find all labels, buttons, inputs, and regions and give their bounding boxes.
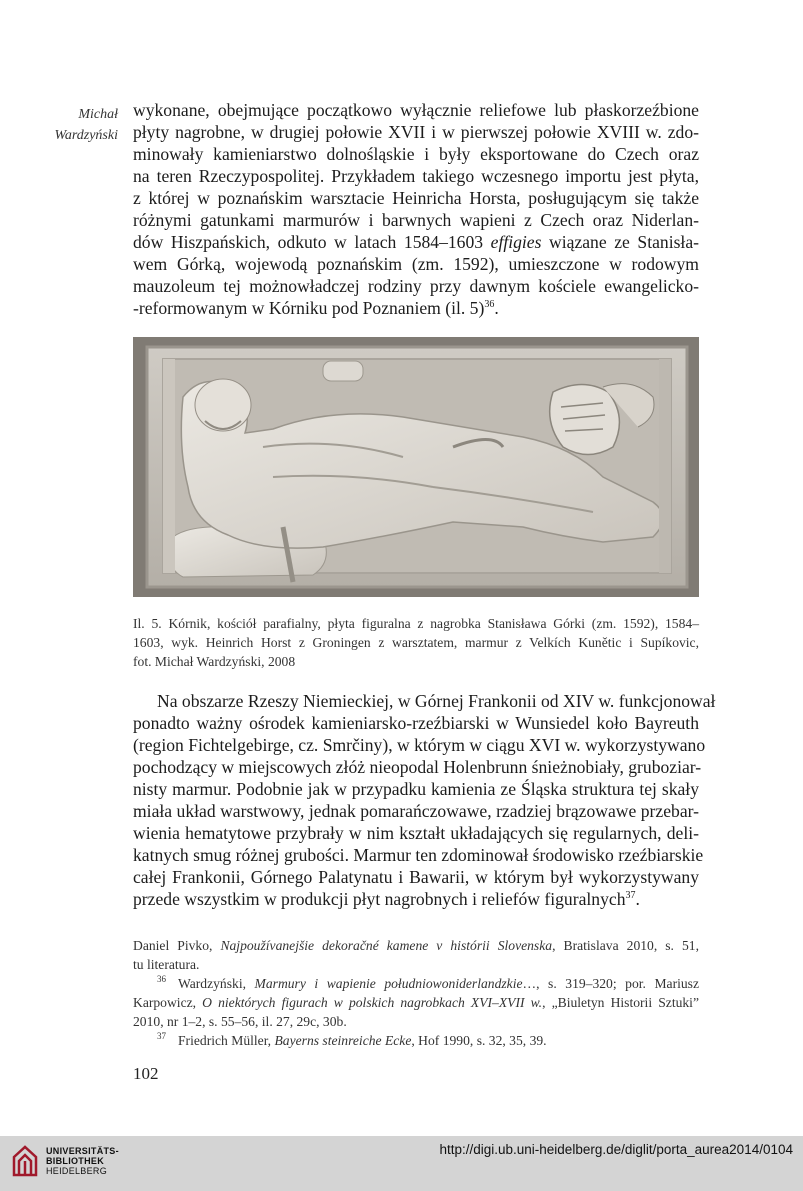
citation-title: Najpoužívanejšie dekoračné kamene v histórii Slovenska <box>220 938 553 953</box>
text-fragment: , „Biuletyn Historii Sztuki” <box>542 995 699 1010</box>
author-first-name: Michał <box>78 107 118 122</box>
footnote-ref-36[interactable]: 36 <box>484 299 495 311</box>
text-fragment: . <box>635 889 640 909</box>
text-line: (region Fichtelgebirge, cz. Smrčiny), w którym w ciągu XVI w. wykorzystywano <box>133 735 706 755</box>
text-line: miała układ warstwowy, jednak pomarańczowawe, rzadziej brązowawe przebar- <box>133 801 699 821</box>
text-line: na teren Rzeczypospolitej. Przykładem takiego wczesnego importu jest płyta, <box>133 166 699 186</box>
source-url-link[interactable]: http://digi.ub.uni-heidelberg.de/diglit/porta_aurea2014/0104 <box>439 1142 793 1157</box>
text-fragment: wiązane ze Stanisła- <box>541 232 699 252</box>
footnote-continued <box>133 936 699 955</box>
text-line: różnymi gatunkami marmurów i barwnych wapieni z Czech oraz Niderlan- <box>133 210 699 230</box>
footnote-36 <box>133 993 699 1012</box>
text-line: katnych smug różnej grubości. Marmur ten zdominował środowisko rzeźbiarskie <box>133 845 704 865</box>
caption-line: 1603, wyk. Heinrich Horst z Groningen z warsztatem, marmur z Velkích Kunětic i Supíkovic, <box>133 635 699 650</box>
text-fragment: Friedrich Müller, <box>178 1033 275 1048</box>
library-name <box>46 1146 119 1176</box>
text-fragment: , Hof 1990, s. 32, 35, 39. <box>411 1033 547 1048</box>
text-fragment: , Bratislava 2010, s. 51, <box>552 938 699 953</box>
text-line: wem Górką, wojewodą poznańskim (zm. 1592), umieszczone w rodowym <box>133 254 699 274</box>
paragraph-1 <box>133 99 699 319</box>
footnote-number: 36 <box>157 974 166 985</box>
page-number: 102 <box>133 1064 159 1083</box>
citation-title: O niektórych figurach w polskich nagrobkach XVI–XVII w. <box>202 995 543 1010</box>
footnote-36: 2010, nr 1–2, s. 55–56, il. 27, 29c, 30b. <box>133 1014 347 1029</box>
library-footer <box>0 1136 803 1191</box>
library-name-line: BIBLIOTHEK <box>46 1156 104 1166</box>
text-line: pochodzący w miejscowych złóż nieopodal Holenbrunn śnieżnobiały, gruboziar- <box>133 757 702 777</box>
footnotes <box>133 936 699 1050</box>
text-fragment: . <box>494 298 499 318</box>
effigy-photo <box>133 337 699 597</box>
paragraph-2 <box>133 690 716 910</box>
margin-author <box>20 104 118 146</box>
text-line: wykonane, obejmujące początkowo wyłącznie reliefowe lub płaskorzeźbione <box>133 100 699 120</box>
text-fragment: Daniel Pivko, <box>133 938 221 953</box>
text-line: nisty marmur. Podobnie jak w przypadku kamienia ze Śląska struktura tej skały <box>133 779 699 799</box>
text-line: z której w poznańskim warsztacie Heinricha Horsta, posługującym się także <box>133 188 699 208</box>
text-line: minowały kamieniarstwo dolnośląskie i były eksportowane do Czech oraz <box>133 144 699 164</box>
text-fragment: -reformowanym w Kórniku pod Poznaniem (il. 5) <box>133 298 485 318</box>
text-fragment: Wardzyński, <box>178 976 255 991</box>
footnote-ref-37[interactable]: 37 <box>625 890 636 902</box>
citation-title: Bayerns steinreiche Ecke <box>274 1033 412 1048</box>
text-line <box>133 297 699 319</box>
italic-term: effigies <box>490 232 542 252</box>
author-last-name: Wardzyński <box>54 128 118 143</box>
text-line: ponadto ważny ośrodek kamieniarsko-rzeźbiarski w Wunsiedel koło Bayreuth <box>133 713 699 733</box>
caption-line: fot. Michał Wardzyński, 2008 <box>133 654 296 669</box>
effigy-photo-icon <box>133 337 699 597</box>
figure-caption <box>133 614 699 671</box>
footnote-number: 37 <box>157 1031 166 1042</box>
text-fragment: Karpowicz, <box>133 995 203 1010</box>
library-logo-icon <box>10 1141 40 1179</box>
text-fragment: …, s. 319–320; por. Mariusz <box>522 976 700 991</box>
library-name-line: HEIDELBERG <box>46 1166 108 1176</box>
caption-line: Il. 5. Kórnik, kościół parafialny, płyta figuralna z nagrobka Stanisława Górki (zm. 1592), 1584– <box>133 616 699 631</box>
footnote-continued: tu literatura. <box>133 957 200 972</box>
library-name-line: UNIVERSITÄTS- <box>46 1146 119 1156</box>
text-line: Na obszarze Rzeszy Niemieckiej, w Górnej Frankonii od XIV w. funkcjonował <box>157 691 716 711</box>
footnote-36 <box>133 974 699 993</box>
text-line <box>133 888 699 910</box>
text-line: całej Frankonii, Górnego Palatynatu i Bawarii, w którym był wykorzystywany <box>133 867 699 887</box>
text-line: płyty nagrobne, w drugiej połowie XVII i w pierwszej połowie XVIII w. zdo- <box>133 122 699 142</box>
text-fragment: dów Hiszpańskich, odkuto w latach 1584–1603 <box>133 232 491 252</box>
text-line: wienia hematytowe przybrały w nim kształt układających się regularnych, deli- <box>133 823 699 843</box>
footnote-37 <box>133 1031 699 1050</box>
text-line <box>133 231 699 253</box>
text-line: mauzoleum tej możnowładczej rodziny przy dawnym kościele ewangelicko- <box>133 276 699 296</box>
citation-title: Marmury i wapienie południowoniderlandzkie <box>254 976 523 991</box>
text-fragment: przede wszystkim w produkcji płyt nagrobnych i reliefów figuralnych <box>133 889 626 909</box>
